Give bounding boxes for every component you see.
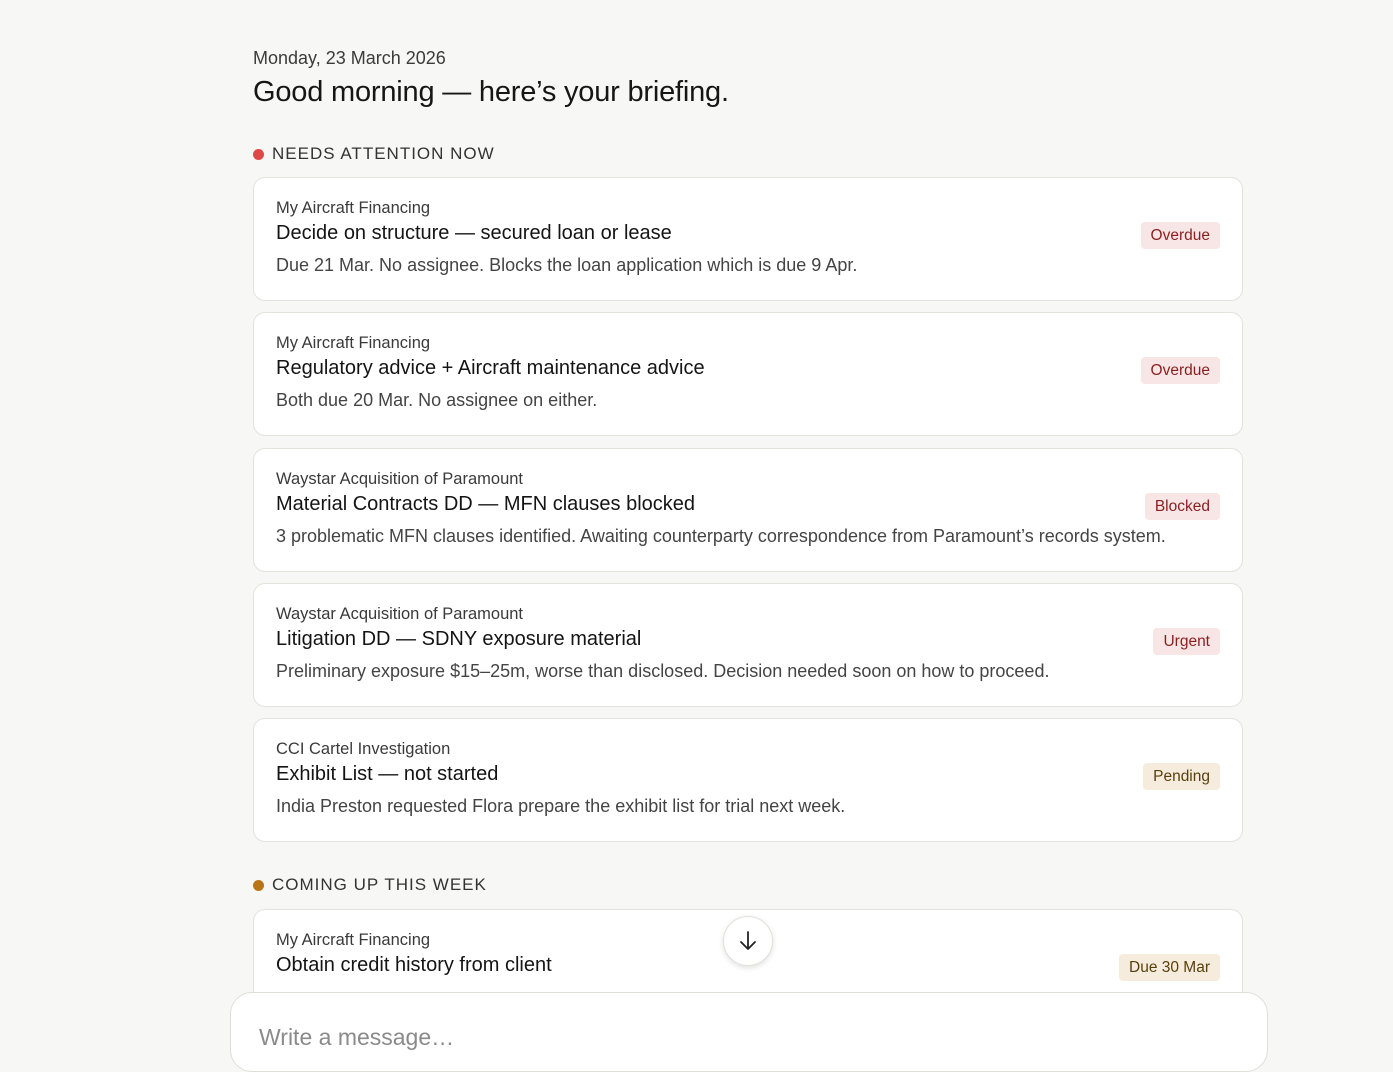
card-title: Regulatory advice + Aircraft maintenance advice <box>276 357 705 379</box>
card-title: Exhibit List — not started <box>276 763 499 785</box>
section-label: NEEDS ATTENTION NOW <box>272 144 495 163</box>
briefing-date: Monday, 23 March 2026 <box>253 48 446 68</box>
card-description: India Preston requested Flora prepare the exhibit list for trial next week. <box>276 796 846 816</box>
section-header-needs-attention <box>253 144 495 164</box>
arrow-down-icon <box>738 930 758 952</box>
section-label: COMING UP THIS WEEK <box>272 875 487 894</box>
status-badge: Blocked <box>1145 493 1220 520</box>
status-badge: Overdue <box>1141 222 1220 249</box>
due-date-badge: Due 30 Mar <box>1119 954 1220 981</box>
card-matter: My Aircraft Financing <box>276 334 431 352</box>
task-card[interactable] <box>253 718 1243 842</box>
card-title: Litigation DD — SDNY exposure material <box>276 628 642 650</box>
card-title: Decide on structure — secured loan or lease <box>276 222 672 244</box>
task-card[interactable] <box>253 583 1243 707</box>
card-matter: CCI Cartel Investigation <box>276 740 451 758</box>
task-card[interactable] <box>253 448 1243 572</box>
card-description: Preliminary exposure $15–25m, worse than disclosed. Decision needed soon on how to proceed. <box>276 661 1050 681</box>
message-input[interactable] <box>259 1021 1159 1053</box>
scroll-to-bottom-button[interactable] <box>723 916 773 966</box>
card-matter: My Aircraft Financing <box>276 199 431 217</box>
task-card[interactable] <box>253 177 1243 301</box>
card-matter: My Aircraft Financing <box>276 931 431 949</box>
card-description: 3 problematic MFN clauses identified. Awaiting counterparty correspondence from Paramount’s records system. <box>276 526 1166 546</box>
message-composer <box>230 992 1268 1072</box>
status-badge: Pending <box>1143 763 1220 790</box>
briefing-greeting: Good morning — here’s your briefing. <box>253 76 729 108</box>
card-matter: Waystar Acquisition of Paramount <box>276 470 524 488</box>
status-badge: Overdue <box>1141 357 1220 384</box>
card-matter: Waystar Acquisition of Paramount <box>276 605 524 623</box>
card-description: Due 21 Mar. No assignee. Blocks the loan application which is due 9 Apr. <box>276 255 858 275</box>
card-description: Both due 20 Mar. No assignee on either. <box>276 390 598 410</box>
red-status-dot-icon <box>253 149 264 160</box>
amber-status-dot-icon <box>253 880 264 891</box>
task-card[interactable] <box>253 312 1243 436</box>
section-header-coming-up <box>253 875 487 895</box>
card-title: Material Contracts DD — MFN clauses blocked <box>276 493 696 515</box>
card-title: Obtain credit history from client <box>276 954 552 976</box>
status-badge: Urgent <box>1153 628 1220 655</box>
